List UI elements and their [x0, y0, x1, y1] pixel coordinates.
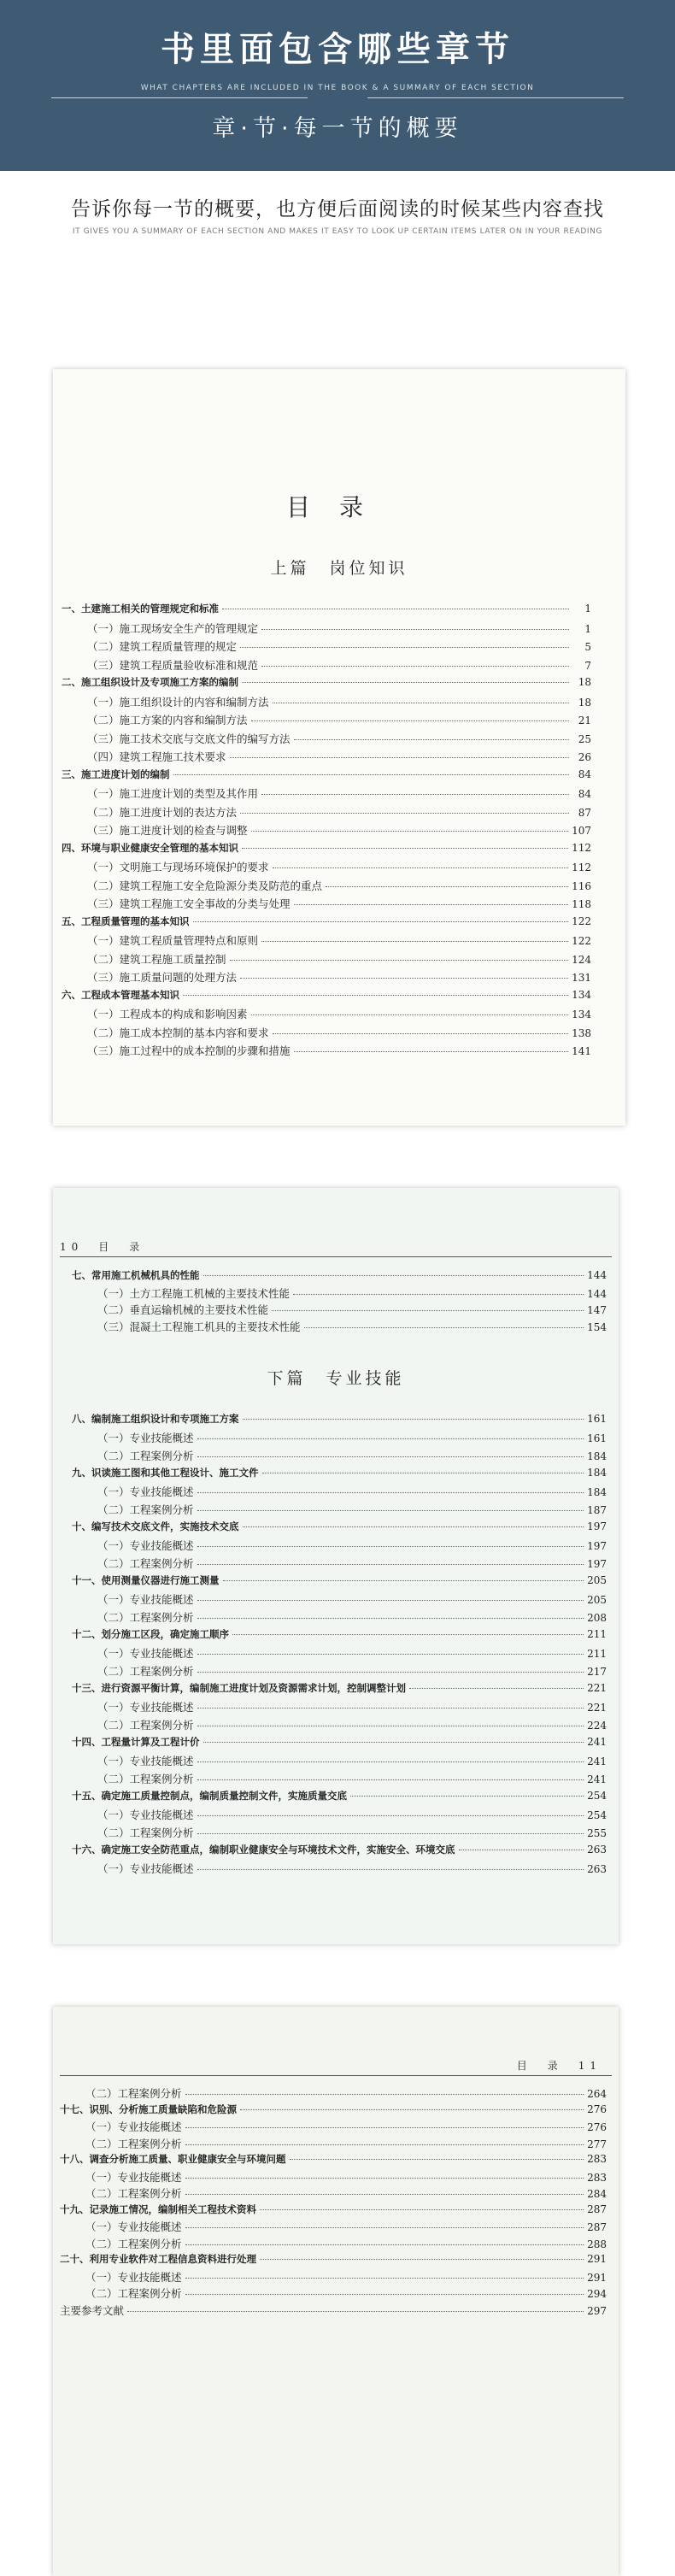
- toc-page-number: 264: [587, 2088, 607, 2100]
- toc-page-number: 291: [587, 2253, 607, 2265]
- toc-entry: [85, 2136, 607, 2151]
- toc-entry: [87, 1025, 591, 1040]
- toc-entry-title: 三、施工进度计划的编制: [62, 768, 170, 780]
- section-title-lower: 下篇 专业技能: [267, 1369, 405, 1388]
- toc-entry-title: （三）施工进度计划的检查与调整: [87, 824, 248, 837]
- toc-page-number: 217: [587, 1666, 607, 1678]
- toc-leader-dots: [197, 1761, 584, 1762]
- toc-leader-dots: [197, 1618, 584, 1619]
- banner-divider-left: [51, 97, 308, 98]
- toc-leader-dots: [273, 867, 569, 868]
- toc-leader-dots: [197, 1564, 584, 1565]
- toc-page-number: 161: [587, 1413, 607, 1425]
- toc-entry-title: （一）专业技能概述: [85, 2120, 182, 2133]
- toc-leader-dots: [294, 1051, 569, 1052]
- toc-leader-dots: [185, 2094, 584, 2095]
- toc-entry-title: （二）施工进度计划的表达方法: [87, 805, 238, 819]
- toc-chapter-entry: [62, 768, 591, 781]
- toc-entry-title: （一）专业技能概述: [85, 2270, 182, 2284]
- toc-chapter-entry: [60, 2203, 607, 2216]
- toc-entry-title: （三）施工质量问题的处理方法: [87, 971, 238, 984]
- toc-entry-title: （一）专业技能概述: [97, 1755, 194, 1767]
- toc-leader-dots: [203, 1275, 584, 1276]
- toc-entry: [85, 2236, 607, 2251]
- toc-entry-title: （二）垂直运输机械的主要技术性能: [97, 1303, 269, 1316]
- toc-entry: [87, 638, 591, 654]
- toc-entry-title: （二）工程案例分析: [97, 1503, 194, 1516]
- toc-leader-dots: [261, 629, 569, 630]
- toc-entry: [97, 1556, 607, 1571]
- toc-leader-dots: [197, 1456, 584, 1457]
- toc-entry: [85, 2119, 607, 2134]
- toc-page-number: 205: [587, 1574, 607, 1586]
- toc-page-number: 124: [572, 953, 591, 966]
- toc-page-number: 161: [587, 1432, 607, 1444]
- toc-leader-dots: [251, 720, 569, 721]
- toc-page-number: 184: [587, 1486, 607, 1498]
- tagline: 告诉你每一节的概要，也方便后面阅读的时候某些内容查找: [71, 198, 604, 221]
- toc-entry: [97, 1484, 607, 1499]
- toc-page-number: 283: [587, 2153, 607, 2165]
- toc-entry-title: （三）混凝土工程施工机具的主要技术性能: [97, 1320, 301, 1333]
- toc-entry-title: 十、编写技术交底文件，实施技术交底: [72, 1520, 239, 1532]
- toc-title: 目录: [285, 493, 392, 521]
- toc-page-number: 277: [587, 2138, 607, 2150]
- toc-leader-dots: [272, 1310, 584, 1311]
- toc-leader-dots: [230, 960, 569, 961]
- toc-entry-title: （一）专业技能概述: [85, 2220, 182, 2233]
- toc-page-number: 197: [587, 1520, 607, 1532]
- banner-divider-right: [367, 97, 624, 98]
- toc-entry-title: （一）专业技能概述: [97, 1701, 194, 1714]
- toc-page-number: 5: [584, 641, 591, 653]
- toc-entry-title: （二）建筑工程施工质量控制: [87, 952, 226, 966]
- toc-leader-dots: [185, 2194, 584, 2195]
- toc-leader-dots: [251, 831, 569, 832]
- toc-entry-title: （二）工程案例分析: [97, 1719, 194, 1732]
- toc-page-number: 224: [587, 1720, 607, 1732]
- toc-page-number: 211: [587, 1648, 607, 1660]
- toc-entry: [87, 951, 591, 967]
- banner-title: 书里面包含哪些章节: [161, 30, 514, 69]
- toc-page-number: 184: [587, 1467, 607, 1479]
- toc-entry: [97, 1771, 607, 1786]
- toc-page-number: 112: [572, 862, 591, 873]
- toc-entry-title: 十二、划分施工区段，确定施工顺序: [72, 1628, 229, 1640]
- toc-leader-dots: [293, 1294, 584, 1295]
- toc-entry-title: （二）建筑工程施工安全危险源分类及防范的重点: [87, 879, 323, 892]
- toc-entry-title: 九、识读施工图和其他工程设计、施工文件: [72, 1467, 259, 1479]
- toc-page-number: 21: [578, 715, 591, 726]
- toc-leader-dots: [273, 1033, 569, 1034]
- toc-entry-title: （二）工程案例分析: [97, 1665, 194, 1678]
- toc-entry: [85, 2169, 607, 2185]
- toc-entry-title: 十五、确定施工质量控制点，编制质量控制文件，实施质量交底: [72, 1790, 347, 1802]
- toc-leader-dots: [261, 666, 569, 667]
- toc-page-number: 254: [587, 1790, 607, 1802]
- toc-entry-title: （一）文明施工与现场环境保护的要求: [87, 861, 269, 873]
- toc-leader-dots: [260, 2259, 584, 2260]
- toc-entry-title: （一）土方工程施工机械的主要技术性能: [97, 1286, 291, 1300]
- toc-entry-title: 十六、确定施工安全防范重点，编制职业健康安全与环境技术文件，实施安全、环境交底: [72, 1844, 455, 1856]
- toc-page-number: 118: [572, 898, 591, 910]
- toc-entry-title: 十七、识别、分析施工质量缺陷和危险源: [60, 2103, 237, 2115]
- toc-page-number: 284: [587, 2188, 607, 2200]
- toc-entry: [87, 712, 591, 727]
- toc-entry: [97, 1430, 607, 1445]
- toc-entry: [97, 1609, 607, 1625]
- toc-entry: [87, 804, 591, 820]
- toc-entry: [97, 1645, 607, 1661]
- toc-page-number: 144: [587, 1269, 607, 1281]
- toc-chapter-entry: [72, 1627, 607, 1641]
- toc-entry-title: （二）施工成本控制的基本内容和要求: [87, 1026, 269, 1039]
- toc-entry-title: （二）工程案例分析: [85, 2087, 182, 2100]
- toc-page-number: 254: [587, 1809, 607, 1821]
- toc-entry: [97, 1807, 607, 1822]
- toc-entry-title: （四）建筑工程施工技术要求: [87, 750, 226, 763]
- toc-leader-dots: [197, 1510, 584, 1511]
- toc-entry-title: （二）工程案例分析: [97, 1450, 194, 1462]
- toc-entry-title: （一）专业技能概述: [85, 2170, 182, 2184]
- toc-entry-title: （二）工程案例分析: [85, 2237, 182, 2250]
- toc-entry-title: 六、工程成本管理基本知识: [62, 988, 179, 1001]
- toc-page-number: 116: [572, 879, 591, 892]
- banner-subtitle: WHAT CHAPTERS ARE INCLUDED IN THE BOOK & A SUMMARY OF EACH SECTION: [140, 84, 535, 92]
- toc-entry: [85, 2285, 607, 2301]
- toc-entry: [97, 1285, 607, 1301]
- toc-entry-title: 十一、使用测量仪器进行施工测量: [72, 1574, 220, 1586]
- toc-entry-title: （一）工程成本的构成和影响因素: [87, 1008, 248, 1020]
- toc-entry: [97, 1753, 607, 1768]
- toc-leader-dots: [242, 682, 569, 683]
- toc-entry: [87, 859, 591, 874]
- toc-page-number: 241: [587, 1773, 607, 1785]
- toc-leader-dots: [127, 2311, 584, 2312]
- toc-page-number: 205: [587, 1594, 607, 1606]
- toc-leader-dots: [197, 1815, 584, 1816]
- toc-entry: [97, 1538, 607, 1553]
- toc-page-number: 131: [572, 972, 591, 984]
- toc-leader-dots: [326, 886, 568, 887]
- toc-page-number: 287: [587, 2221, 607, 2233]
- toc-page-number: 87: [578, 806, 591, 819]
- toc-entry-title: 七、常用施工机械机具的性能: [72, 1269, 200, 1281]
- toc-entry-title: （一）专业技能概述: [97, 1808, 194, 1821]
- toc-page-number: 147: [587, 1304, 607, 1316]
- toc-entry: [87, 822, 591, 838]
- toc-page-number: 112: [572, 841, 591, 854]
- toc-leader-dots: [290, 2159, 584, 2160]
- toc-entry-title: （二）工程案例分析: [85, 2187, 182, 2200]
- toc-leader-dots: [185, 2144, 584, 2145]
- toc-entry-title: 二、施工组织设计及专项施工方案的编制: [62, 676, 238, 688]
- toc-entry: [97, 1717, 607, 1732]
- toc-entry: [85, 2269, 607, 2285]
- toc-entry: [97, 1861, 607, 1876]
- toc-entry-title: （三）施工过程中的成本控制的步骤和措施: [87, 1044, 291, 1057]
- toc-entry-title: （一）施工组织设计的内容和编制方法: [87, 695, 269, 709]
- toc-page-number: 18: [578, 676, 591, 688]
- toc-entry: [97, 1448, 607, 1463]
- toc-entry: [97, 1663, 607, 1679]
- toc-entry: [87, 657, 591, 673]
- toc-leader-dots: [243, 1526, 584, 1527]
- toc-entry: [87, 878, 591, 893]
- toc-chapter-entry: [72, 1735, 607, 1749]
- toc-leader-dots: [197, 1708, 584, 1709]
- toc-chapter-entry: [62, 602, 591, 615]
- toc-entry: [97, 1591, 607, 1607]
- toc-entry: [97, 1699, 607, 1714]
- toc-page-number: 144: [587, 1287, 607, 1300]
- toc-entry-title: （一）专业技能概述: [97, 1647, 194, 1660]
- header-banner: [0, 0, 675, 171]
- toc-page-number: 197: [587, 1540, 607, 1552]
- toc-entry-title: （二）工程案例分析: [97, 1611, 194, 1624]
- toc-leader-dots: [409, 1688, 584, 1689]
- toc-entry-title: 一、土建施工相关的管理规定和标准: [62, 603, 219, 615]
- toc-leader-dots: [197, 1546, 584, 1547]
- toc-page-number: 184: [587, 1450, 607, 1462]
- toc-leader-dots: [185, 2244, 584, 2245]
- toc-page-number: 263: [587, 1844, 607, 1856]
- toc-entry-title: 十四、工程量计算及工程计价: [72, 1736, 200, 1748]
- toc-entry-title: （二）建筑工程质量管理的规定: [87, 640, 238, 653]
- toc-leader-dots: [242, 848, 568, 849]
- toc-entry-title: （一）专业技能概述: [97, 1432, 194, 1444]
- toc-leader-dots: [197, 1492, 584, 1493]
- toc-page-number: 18: [578, 696, 591, 709]
- toc-leader-dots: [243, 1419, 584, 1420]
- toc-chapter-entry: [72, 1681, 607, 1695]
- toc-entry-title: 十八、调查分析施工质量、职业健康安全与环境问题: [60, 2153, 286, 2165]
- toc-page-number: 294: [587, 2288, 607, 2300]
- toc-entry-title: 十九、记录施工情况，编制相关工程技术资料: [60, 2203, 256, 2215]
- toc-chapter-entry: [60, 2103, 607, 2116]
- header-rule: [60, 2075, 612, 2076]
- toc-page-number: 197: [587, 1558, 607, 1570]
- toc-page-number: 122: [572, 935, 591, 947]
- toc-page-number: 134: [572, 1009, 591, 1020]
- toc-leader-dots: [240, 813, 569, 814]
- toc-page-number: 1: [584, 603, 591, 615]
- section-title-upper: 上篇 岗位知识: [270, 559, 408, 578]
- toc-page-number: 154: [587, 1320, 607, 1333]
- toc-page-number: 26: [578, 751, 591, 763]
- toc-entry: [87, 896, 591, 911]
- toc-page-number: 134: [572, 988, 591, 1001]
- toc-entry-title: （二）工程案例分析: [97, 1557, 194, 1570]
- toc-entry: [97, 1502, 607, 1517]
- toc-page-1: [53, 369, 625, 1126]
- toc-leader-dots: [261, 794, 569, 795]
- toc-page-number: 107: [572, 825, 591, 837]
- toc-entry: [87, 749, 591, 764]
- toc-leader-dots: [294, 739, 569, 740]
- toc-chapter-entry: [72, 1789, 607, 1803]
- toc-chapter-entry: [72, 1520, 607, 1533]
- toc-page-number: 283: [587, 2171, 607, 2184]
- toc-page-number: 288: [587, 2238, 607, 2250]
- toc-leader-dots: [185, 2127, 584, 2128]
- header-rule: [60, 1256, 612, 1257]
- toc-page-number: 138: [572, 1026, 591, 1039]
- toc-page-number: 211: [587, 1628, 607, 1640]
- toc-entry-title: 四、环境与职业健康安全管理的基本知识: [62, 841, 238, 854]
- toc-entry-title: 十三、进行资源平衡计算，编制施工进度计划及资源需求计划，控制调整计划: [72, 1682, 406, 1694]
- toc-entry-title: （二）工程案例分析: [97, 1826, 194, 1839]
- toc-leader-dots: [197, 1438, 584, 1439]
- toc-chapter-entry: [72, 1268, 607, 1282]
- toc-leader-dots: [294, 904, 569, 905]
- toc-leader-dots: [240, 2109, 584, 2110]
- toc-entry: [87, 785, 591, 801]
- toc-entry-title: （一）专业技能概述: [97, 1862, 194, 1875]
- toc-entry-title: （二）工程案例分析: [85, 2287, 182, 2300]
- toc-page-number: 122: [572, 915, 591, 927]
- toc-leader-dots: [185, 2227, 584, 2228]
- toc-entry-title: （三）施工技术交底与交底文件的编写方法: [87, 732, 291, 745]
- toc-leader-dots: [230, 757, 569, 758]
- toc-entry: [97, 1319, 607, 1334]
- banner-band-text: 章·节·每一节的概要: [212, 115, 463, 142]
- toc-leader-dots: [185, 2278, 584, 2279]
- toc-entry-title: （三）建筑工程施工安全事故的分类与处理: [87, 897, 291, 910]
- toc-leader-dots: [197, 1672, 584, 1673]
- toc-entry: [85, 2085, 607, 2101]
- toc-page-number: 7: [584, 659, 591, 672]
- toc-page-number: 241: [587, 1736, 607, 1748]
- toc-page-number: 1: [584, 622, 591, 635]
- toc-chapter-entry: [72, 1412, 607, 1426]
- toc-leader-dots: [304, 1327, 584, 1328]
- running-head: 10 目 录: [60, 1241, 145, 1253]
- toc-page-2: [53, 1188, 619, 1944]
- toc-page-number: 221: [587, 1682, 607, 1694]
- toc-page-number: 187: [587, 1504, 607, 1516]
- toc-page-number: 291: [587, 2271, 607, 2284]
- toc-entry-title: （二）工程案例分析: [85, 2137, 182, 2150]
- toc-leader-dots: [203, 1742, 584, 1743]
- toc-entry-title: （二）工程案例分析: [97, 1773, 194, 1785]
- toc-chapter-entry: [72, 1573, 607, 1587]
- running-head: 目 录 11: [516, 2060, 602, 2072]
- toc-entry-title: 八、编制施工组织设计和专项施工方案: [72, 1413, 239, 1425]
- toc-chapter-entry: [62, 841, 591, 855]
- toc-entry-title: （一）专业技能概述: [97, 1539, 194, 1552]
- toc-leader-dots: [261, 941, 568, 942]
- toc-leader-dots: [197, 1600, 584, 1601]
- toc-entry: [87, 1043, 591, 1058]
- toc-entry-title: 主要参考文献: [60, 2303, 125, 2317]
- toc-page-number: 263: [587, 1863, 607, 1875]
- toc-entry: [97, 1302, 607, 1317]
- toc-entry: [85, 2219, 607, 2234]
- toc-leader-dots: [197, 1654, 584, 1655]
- toc-page-number: 276: [587, 2103, 607, 2115]
- toc-leader-dots: [240, 647, 569, 648]
- toc-entry-title: 二十、利用专业软件对工程信息资料进行处理: [60, 2253, 256, 2265]
- toc-entry-title: （三）建筑工程质量验收标准和规范: [87, 658, 259, 672]
- toc-entry-title: （一）建筑工程质量管理特点和原则: [87, 934, 259, 947]
- toc-chapter-entry: [60, 2152, 607, 2166]
- toc-entry: [87, 731, 591, 746]
- toc-chapter-entry: [62, 675, 591, 689]
- toc-page-number: 208: [587, 1612, 607, 1624]
- toc-entry: [87, 620, 591, 636]
- toc-leader-dots: [193, 921, 569, 922]
- toc-chapter-entry: [62, 988, 591, 1002]
- toc-page-number: 241: [587, 1756, 607, 1767]
- toc-leader-dots: [350, 1796, 584, 1797]
- toc-page-3: [53, 2007, 619, 2576]
- toc-entry: [87, 969, 591, 985]
- toc-entry-title: （一）专业技能概述: [97, 1593, 194, 1606]
- toc-page-number: 297: [587, 2304, 607, 2317]
- toc-entry-title: （一）专业技能概述: [97, 1485, 194, 1498]
- toc-entry: [85, 2185, 607, 2201]
- toc-leader-dots: [223, 1580, 584, 1581]
- toc-page-number: 276: [587, 2121, 607, 2133]
- toc-page-number: 287: [587, 2203, 607, 2215]
- toc-entry-title: （一）施工现场安全生产的管理规定: [87, 621, 259, 635]
- toc-leader-dots: [185, 2178, 584, 2179]
- toc-entry-title: （二）施工方案的内容和编制方法: [87, 714, 248, 726]
- toc-entry-title: 五、工程质量管理的基本知识: [62, 915, 190, 927]
- toc-page-number: 25: [578, 732, 591, 745]
- toc-entry: [87, 932, 591, 948]
- toc-page-number: 221: [587, 1702, 607, 1714]
- toc-leader-dots: [197, 1869, 584, 1870]
- toc-entry: [97, 1825, 607, 1840]
- toc-entry: [60, 2303, 607, 2318]
- toc-chapter-entry: [60, 2252, 607, 2266]
- toc-entry: [87, 694, 591, 709]
- toc-page-number: 84: [578, 768, 591, 780]
- toc-leader-dots: [197, 1833, 584, 1834]
- toc-leader-dots: [240, 978, 568, 979]
- toc-leader-dots: [232, 1634, 584, 1635]
- toc-chapter-entry: [72, 1843, 607, 1856]
- toc-chapter-entry: [72, 1466, 607, 1479]
- toc-leader-dots: [185, 2294, 584, 2295]
- toc-leader-dots: [260, 2209, 584, 2210]
- toc-page-number: 84: [578, 788, 591, 800]
- toc-page-number: 255: [587, 1827, 607, 1839]
- tagline-english: IT GIVES YOU A SUMMARY OF EACH SECTION AND MAKES IT EASY TO LOOK UP CERTAIN ITEMS LATER ON IN YOUR READING: [72, 227, 603, 236]
- toc-leader-dots: [183, 995, 568, 996]
- toc-chapter-entry: [62, 915, 591, 928]
- toc-leader-dots: [173, 774, 570, 775]
- toc-leader-dots: [197, 1779, 584, 1780]
- toc-page-number: 141: [572, 1045, 591, 1057]
- toc-entry-title: （一）施工进度计划的类型及其作用: [87, 787, 259, 800]
- toc-entry: [87, 1006, 591, 1021]
